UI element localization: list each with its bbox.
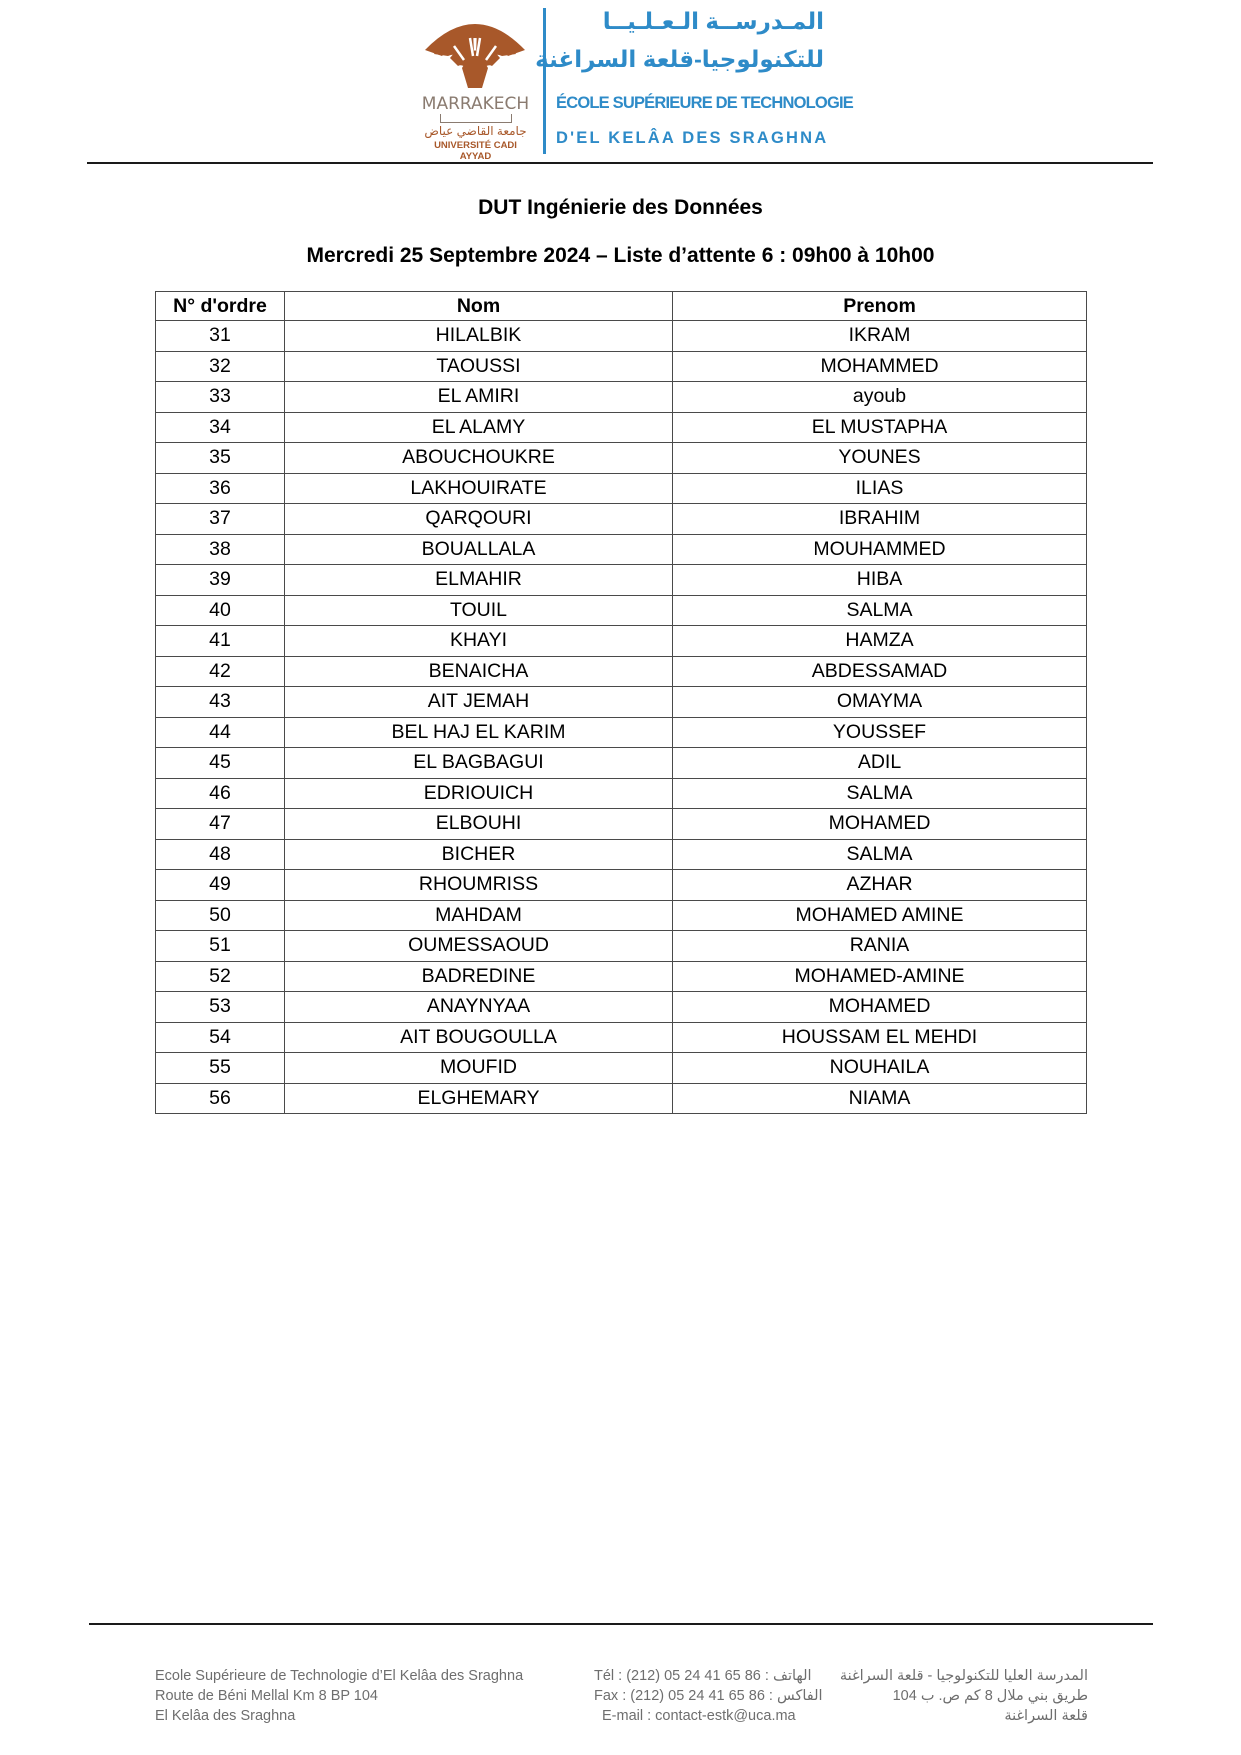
table-row: [156, 351, 1087, 382]
cell-prenom: ABDESSAMAD: [673, 656, 1087, 687]
cell-order: 32: [156, 351, 285, 382]
footer-divider: [89, 1623, 1153, 1625]
cell-prenom: MOHAMED: [673, 809, 1087, 840]
cell-prenom: RANIA: [673, 931, 1087, 962]
table-row: [156, 504, 1087, 535]
table-header-row: [156, 292, 1087, 321]
cell-prenom: ADIL: [673, 748, 1087, 779]
document-subtitle: Mercredi 25 Septembre 2024 – Liste d’attente 6 : 09h00 à 10h00: [306, 244, 935, 267]
cell-prenom: SALMA: [673, 595, 1087, 626]
cell-nom: KHAYI: [285, 626, 673, 657]
cell-prenom: MOHAMMED: [673, 351, 1087, 382]
cell-nom: EL BAGBAGUI: [285, 748, 673, 779]
table-row: [156, 961, 1087, 992]
cell-order: 52: [156, 961, 285, 992]
cell-prenom: OMAYMA: [673, 687, 1087, 718]
cell-prenom: NIAMA: [673, 1083, 1087, 1114]
footer-address-french: [155, 1666, 523, 1726]
footer-city-arabic: قلعة السراغنة: [1004, 1708, 1088, 1724]
table-row: [156, 900, 1087, 931]
cell-prenom: SALMA: [673, 778, 1087, 809]
cell-nom: BEL HAJ EL KARIM: [285, 717, 673, 748]
cell-nom: BICHER: [285, 839, 673, 870]
table-row: [156, 382, 1087, 413]
cell-order: 40: [156, 595, 285, 626]
table-row: [156, 1022, 1087, 1053]
cell-prenom: IBRAHIM: [673, 504, 1087, 535]
cell-prenom: YOUSSEF: [673, 717, 1087, 748]
school-name-french-line2: D'EL KELÂA DES SRAGHNA: [556, 129, 829, 147]
cell-nom: ABOUCHOUKRE: [285, 443, 673, 474]
cell-nom: QARQOURI: [285, 504, 673, 535]
cell-prenom: HAMZA: [673, 626, 1087, 657]
cell-prenom: MOUHAMMED: [673, 534, 1087, 565]
table-row: [156, 473, 1087, 504]
table-row: [156, 534, 1087, 565]
cell-order: 44: [156, 717, 285, 748]
cell-order: 53: [156, 992, 285, 1023]
footer-school-name: Ecole Supérieure de Technologie d’El Kelâa des Sraghna: [155, 1668, 524, 1684]
logo-university-french: UNIVERSITÉ CADI AYYAD: [434, 140, 517, 162]
cell-nom: LAKHOUIRATE: [285, 473, 673, 504]
cell-order: 50: [156, 900, 285, 931]
table-row: [156, 656, 1087, 687]
cell-nom: AIT JEMAH: [285, 687, 673, 718]
footer-email[interactable]: E-mail : contact-estk@uca.ma: [602, 1708, 796, 1724]
cell-prenom: NOUHAILA: [673, 1053, 1087, 1084]
cell-order: 42: [156, 656, 285, 687]
cell-prenom: HIBA: [673, 565, 1087, 596]
cell-order: 51: [156, 931, 285, 962]
table-row: [156, 321, 1087, 352]
cell-order: 36: [156, 473, 285, 504]
cell-order: 38: [156, 534, 285, 565]
logo-bracket: [440, 114, 512, 123]
cell-prenom: MOHAMED-AMINE: [673, 961, 1087, 992]
cell-nom: BENAICHA: [285, 656, 673, 687]
cell-prenom: HOUSSAM EL MEHDI: [673, 1022, 1087, 1053]
column-header-order: N° d'ordre: [156, 292, 285, 321]
table-row: [156, 626, 1087, 657]
cell-prenom: SALMA: [673, 839, 1087, 870]
cell-prenom: AZHAR: [673, 870, 1087, 901]
cell-order: 34: [156, 412, 285, 443]
footer-route: Route de Béni Mellal Km 8 BP 104: [155, 1688, 379, 1704]
school-name-french-line1: ÉCOLE SUPÉRIEURE DE TECHNOLOGIE: [556, 94, 853, 112]
cell-prenom: ILIAS: [673, 473, 1087, 504]
cell-nom: ELMAHIR: [285, 565, 673, 596]
footer-phone: Tél : (212) 05 24 41 65 86 : الهاتف: [594, 1668, 812, 1684]
cell-nom: ELBOUHI: [285, 809, 673, 840]
table-row: [156, 931, 1087, 962]
logo-divider: [543, 8, 546, 154]
cell-nom: ANAYNYAA: [285, 992, 673, 1023]
cell-prenom: MOHAMED: [673, 992, 1087, 1023]
cell-nom: OUMESSAOUD: [285, 931, 673, 962]
cell-nom: ELGHEMARY: [285, 1083, 673, 1114]
cell-order: 35: [156, 443, 285, 474]
cell-order: 41: [156, 626, 285, 657]
column-header-prenom: Prenom: [673, 292, 1087, 321]
footer-contact: [594, 1666, 823, 1726]
school-name-arabic-line2: للتكنولوجيا-قلعة السراغنة: [535, 46, 824, 72]
table-row: [156, 1083, 1087, 1114]
cell-order: 47: [156, 809, 285, 840]
cell-prenom: IKRAM: [673, 321, 1087, 352]
cell-nom: TAOUSSI: [285, 351, 673, 382]
cell-order: 56: [156, 1083, 285, 1114]
cell-order: 49: [156, 870, 285, 901]
university-logo: [418, 8, 533, 162]
cell-nom: RHOUMRISS: [285, 870, 673, 901]
cell-order: 45: [156, 748, 285, 779]
footer-fax: Fax : (212) 05 24 41 65 86 : الفاكس: [594, 1688, 823, 1704]
table-row: [156, 748, 1087, 779]
table-row: [156, 992, 1087, 1023]
logo-university-arabic: جامعة القاضي عياض: [424, 124, 527, 138]
cell-nom: MOUFID: [285, 1053, 673, 1084]
column-header-nom: Nom: [285, 292, 673, 321]
table-row: [156, 717, 1087, 748]
table-row: [156, 412, 1087, 443]
table-row: [156, 687, 1087, 718]
cell-prenom: MOHAMED AMINE: [673, 900, 1087, 931]
cell-order: 55: [156, 1053, 285, 1084]
cell-order: 37: [156, 504, 285, 535]
table-row: [156, 595, 1087, 626]
cell-nom: MAHDAM: [285, 900, 673, 931]
cell-prenom: EL MUSTAPHA: [673, 412, 1087, 443]
palm-emblem-icon: [420, 10, 530, 90]
cell-prenom: YOUNES: [673, 443, 1087, 474]
table-row: [156, 1053, 1087, 1084]
document-title: DUT Ingénierie des Données: [478, 196, 763, 219]
cell-order: 46: [156, 778, 285, 809]
school-logo-text: [535, 6, 853, 156]
table-row: [156, 839, 1087, 870]
cell-nom: HILALBIK: [285, 321, 673, 352]
footer-school-name-arabic: المدرسة العليا للتكنولوجيا - قلعة السراغنة: [839, 1668, 1088, 1684]
table-row: [156, 778, 1087, 809]
table-row: [156, 809, 1087, 840]
footer-city: El Kelâa des Sraghna: [155, 1708, 296, 1724]
cell-order: 33: [156, 382, 285, 413]
table-row: [156, 443, 1087, 474]
logo-city-text: MARRAKECH: [421, 94, 530, 114]
footer-address-arabic: [839, 1666, 1088, 1726]
cell-order: 39: [156, 565, 285, 596]
table-row: [156, 870, 1087, 901]
footer-route-arabic: طريق بني ملال 8 كم ص. ب 104: [892, 1688, 1088, 1704]
school-name-arabic-line1: المـدرســة الـعـلـيــا: [602, 8, 824, 34]
cell-nom: EL AMIRI: [285, 382, 673, 413]
cell-order: 48: [156, 839, 285, 870]
cell-nom: BOUALLALA: [285, 534, 673, 565]
cell-nom: EDRIOUICH: [285, 778, 673, 809]
header-divider: [87, 162, 1153, 164]
cell-order: 31: [156, 321, 285, 352]
waiting-list-table: [155, 291, 1087, 1114]
cell-nom: BADREDINE: [285, 961, 673, 992]
cell-nom: EL ALAMY: [285, 412, 673, 443]
cell-order: 43: [156, 687, 285, 718]
cell-order: 54: [156, 1022, 285, 1053]
cell-nom: AIT BOUGOULLA: [285, 1022, 673, 1053]
table-row: [156, 565, 1087, 596]
cell-nom: TOUIL: [285, 595, 673, 626]
cell-prenom: ayoub: [673, 382, 1087, 413]
